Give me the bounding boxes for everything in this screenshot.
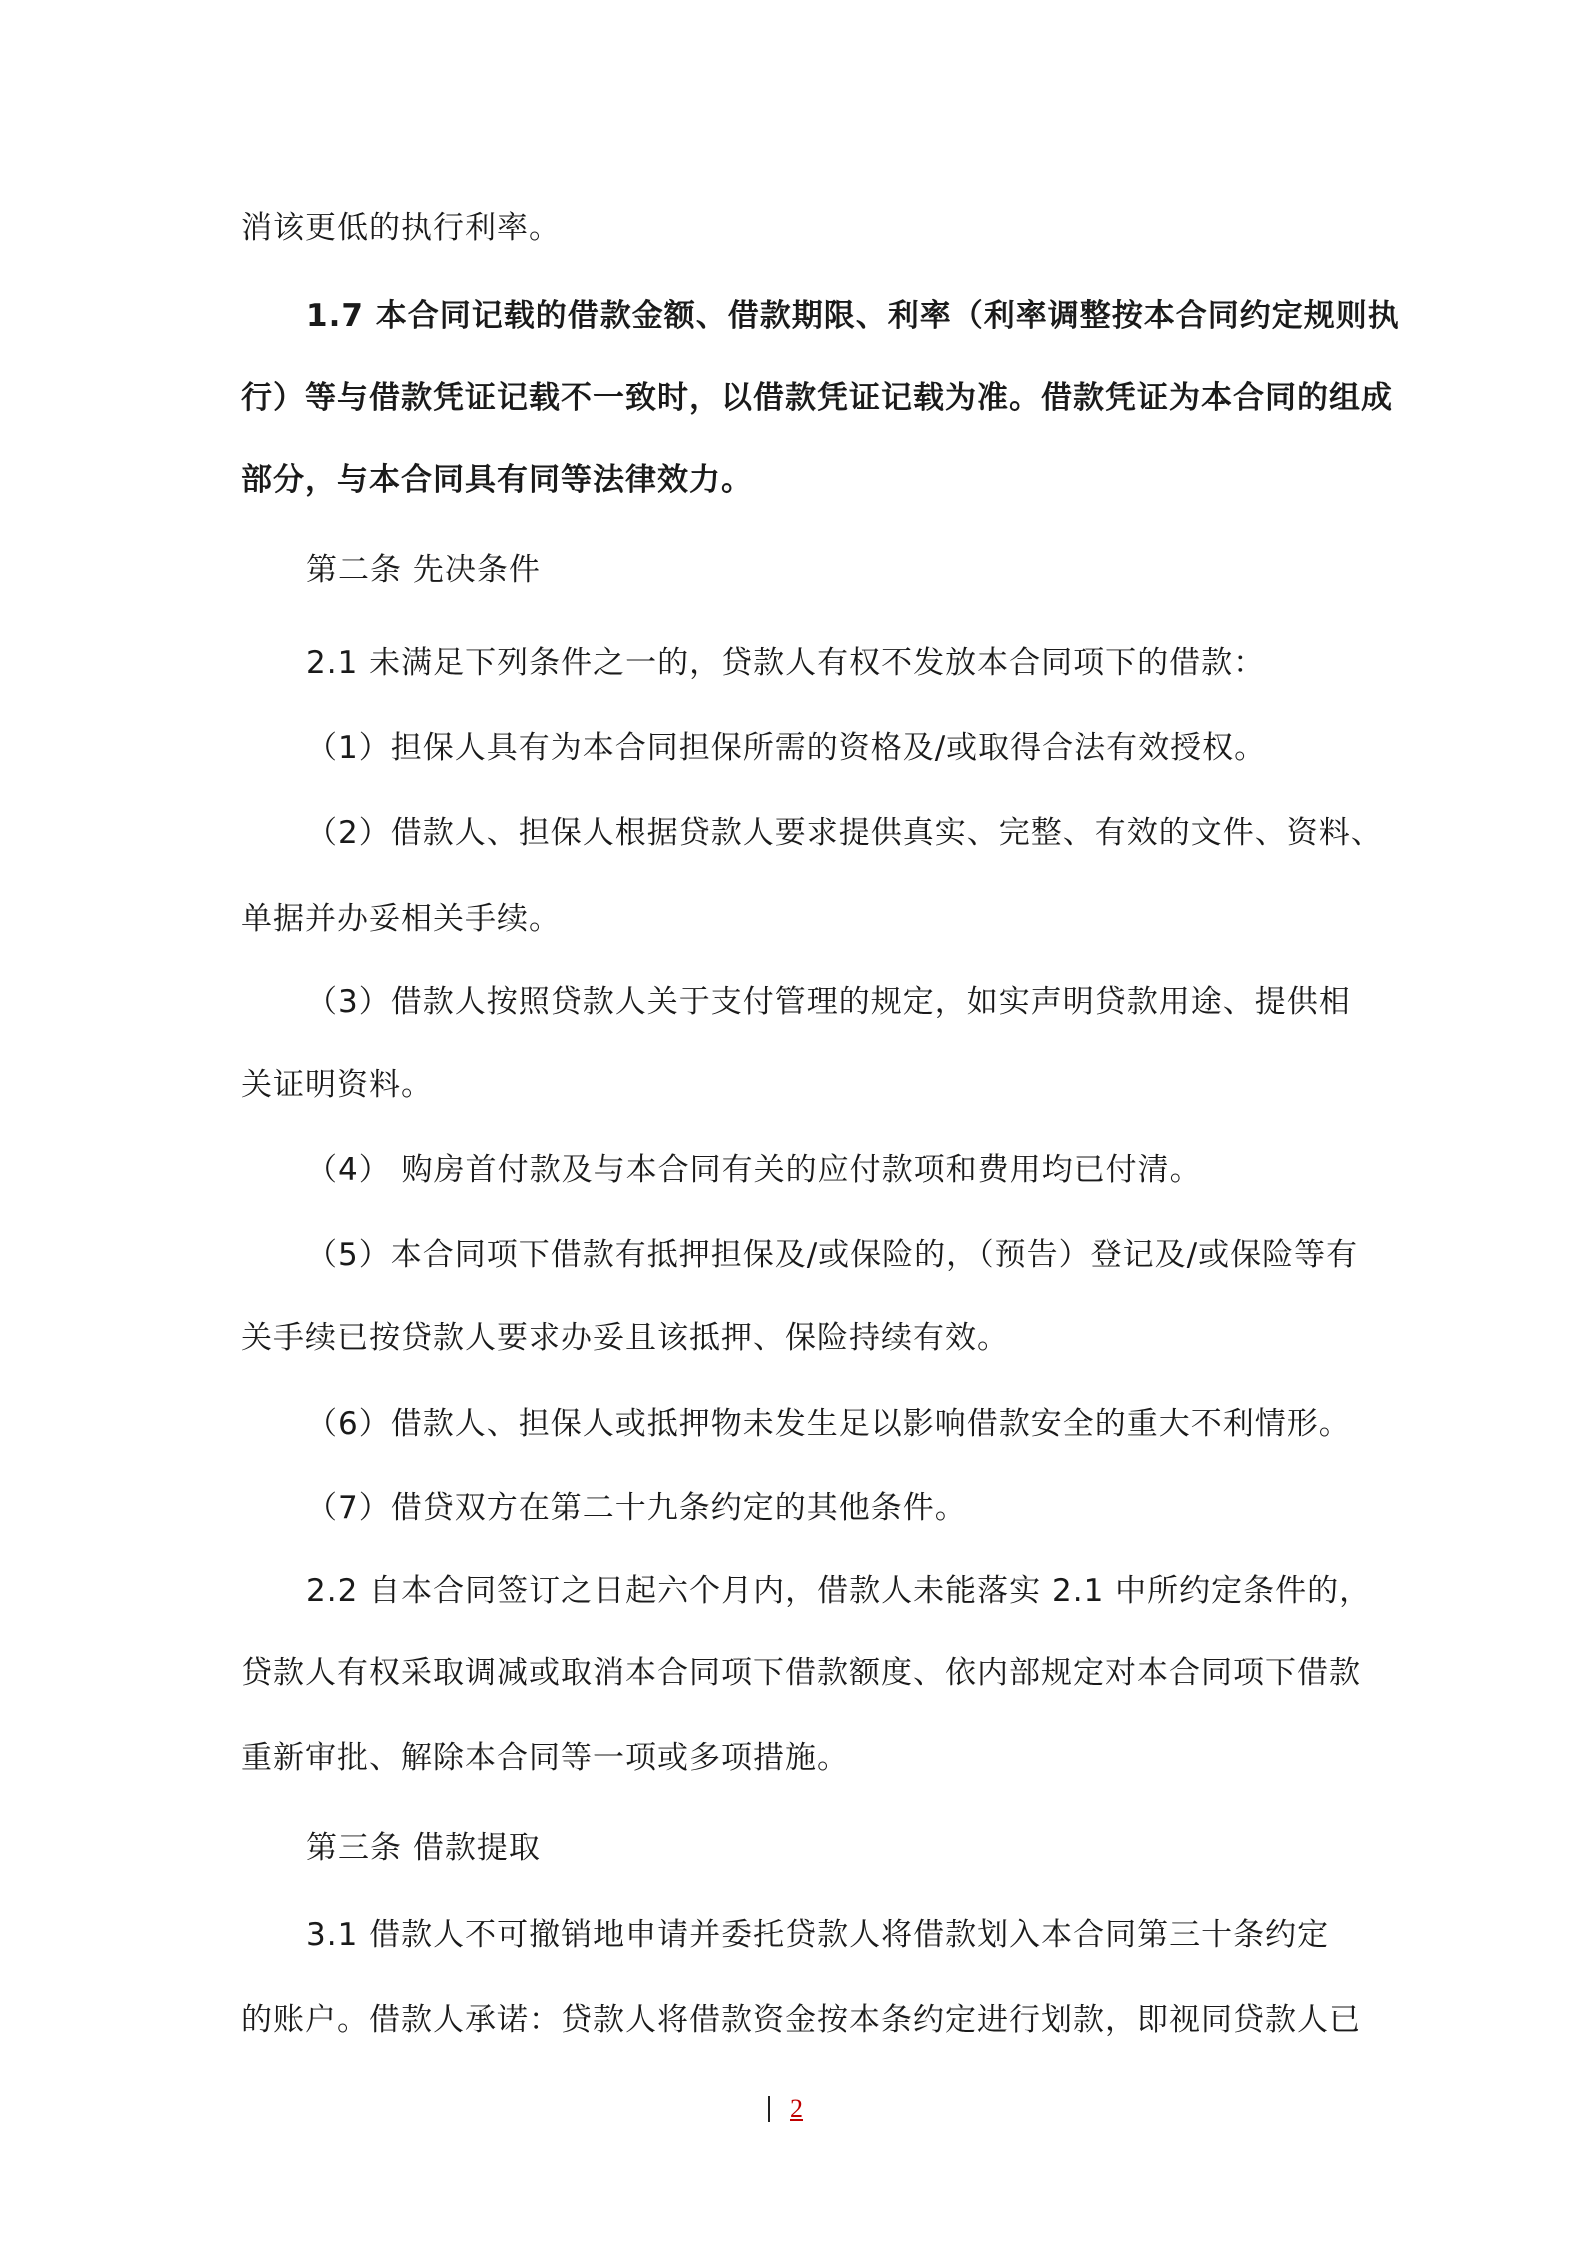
clause-3-1-line: 3.1 借款人不可撤销地申请并委托贷款人将借款划入本合同第三十条约定 bbox=[306, 1917, 1330, 1953]
clause-3-1-line: 的账户。借款人承诺：贷款人将借款资金按本条约定进行划款，即视同贷款人已 bbox=[241, 2002, 1361, 2038]
list-item-3: （3）借款人按照贷款人关于支付管理的规定，如实声明贷款用途、提供相 bbox=[306, 984, 1351, 1020]
paragraph-line: 消该更低的执行利率。 bbox=[241, 210, 561, 246]
list-item-4: （4） 购房首付款及与本合同有关的应付款项和费用均已付清。 bbox=[306, 1152, 1202, 1188]
clause-2-1-line: 2.1 未满足下列条件之一的，贷款人有权不发放本合同项下的借款： bbox=[306, 645, 1266, 681]
page-footer bbox=[0, 2092, 1586, 2132]
clause-1-7-line: 部分，与本合同具有同等法律效力。 bbox=[241, 462, 753, 498]
clause-1-7-line: 行）等与借款凭证记载不一致时，以借款凭证记载为准。借款凭证为本合同的组成 bbox=[241, 380, 1393, 416]
clause-2-2-line: 重新审批、解除本合同等一项或多项措施。 bbox=[241, 1740, 849, 1776]
list-item-2-cont: 单据并办妥相关手续。 bbox=[241, 901, 561, 937]
footer-separator bbox=[768, 2096, 770, 2122]
list-item-6: （6）借款人、担保人或抵押物未发生足以影响借款安全的重大不利情形。 bbox=[306, 1406, 1351, 1442]
list-item-7: （7）借贷双方在第二十九条约定的其他条件。 bbox=[306, 1490, 967, 1526]
clause-1-7-line: 1.7 本合同记载的借款金额、借款期限、利率（利率调整按本合同约定规则执 bbox=[306, 298, 1400, 334]
list-item-5-cont: 关手续已按贷款人要求办妥且该抵押、保险持续有效。 bbox=[241, 1320, 1009, 1356]
list-item-3-cont: 关证明资料。 bbox=[241, 1067, 433, 1103]
clause-2-2-line: 2.2 自本合同签订之日起六个月内，借款人未能落实 2.1 中所约定条件的， bbox=[306, 1573, 1372, 1609]
page-number: 2 bbox=[790, 2094, 803, 2123]
section-heading-article-2: 第二条 先决条件 bbox=[306, 552, 541, 588]
list-item-5: （5）本合同项下借款有抵押担保及/或保险的，（预告）登记及/或保险等有 bbox=[306, 1237, 1359, 1273]
list-item-2: （2）借款人、担保人根据贷款人要求提供真实、完整、有效的文件、资料、 bbox=[306, 815, 1383, 851]
clause-2-2-line: 贷款人有权采取调减或取消本合同项下借款额度、依内部规定对本合同项下借款 bbox=[241, 1655, 1361, 1691]
section-heading-article-3: 第三条 借款提取 bbox=[306, 1830, 541, 1866]
list-item-1: （1）担保人具有为本合同担保所需的资格及/或取得合法有效授权。 bbox=[306, 730, 1267, 766]
